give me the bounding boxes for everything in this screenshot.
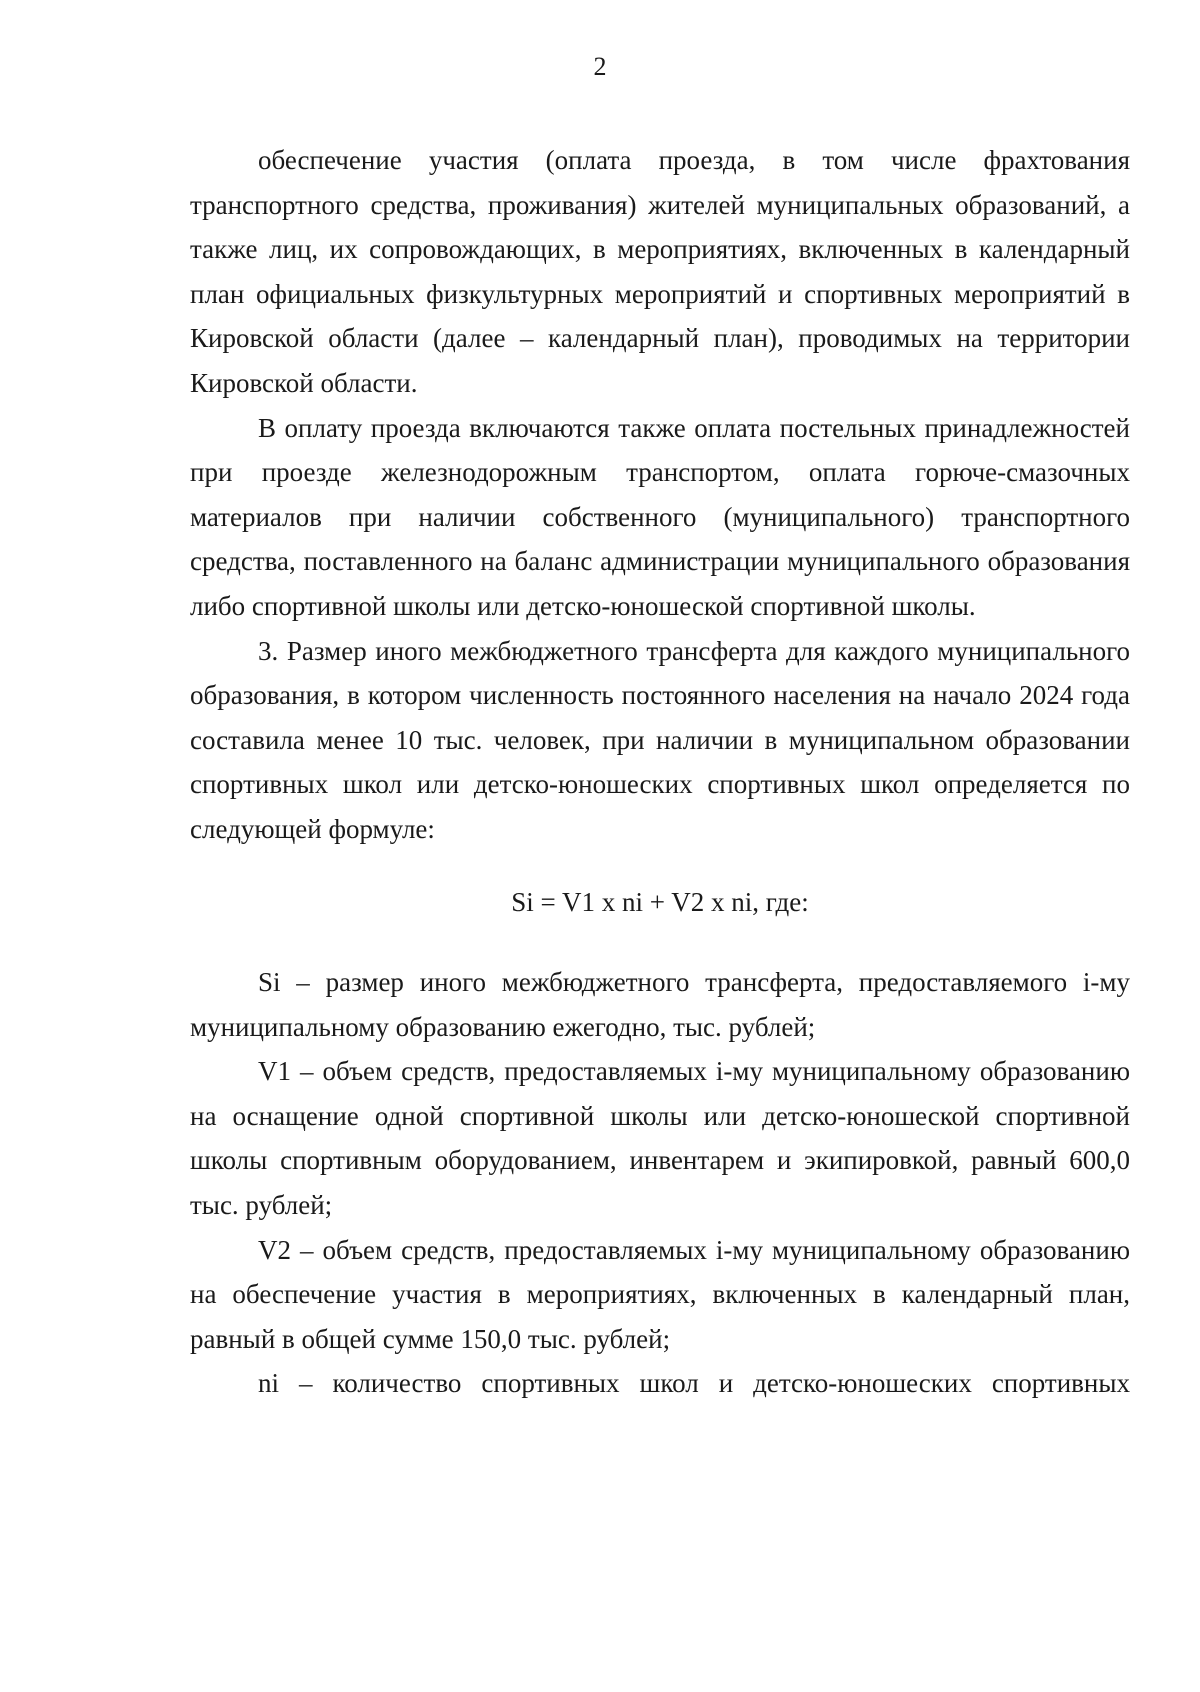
paragraph-participation: обеспечение участия (оплата проезда, в том числе фрахтования транспортного средства, проживания) жителей муниципальных образований, а также лиц, их сопровождающих, в мероприятиях, включенных в календарный план официальных физкультурных мероприятий и спортивных мероприятий в Кировской области (далее – календарный план), проводимых на территории Кировской области. — [190, 145, 1130, 398]
definition-v1: V1 – объем средств, предоставляемых i-му муниципальному образованию на оснащение одной спортивной школы или детско-юношеской спортивной школы спортивным оборудованием, инвентарем и экипировкой, равный 600,0 тыс. рублей; — [190, 1056, 1130, 1221]
page-number: 2 — [593, 52, 607, 81]
paragraph-travel-payment: В оплату проезда включаются также оплата постельных принадлежностей при проезде железнодорожным транспортом, оплата горюче-смазочных материалов при наличии собственного (муниципального) транспортного средства, поставленного на баланс администрации муниципального образования либо спортивной школы или детско-юношеской спортивной школы. — [190, 412, 1130, 621]
definition-ni: ni – количество спортивных школ и детско-юношеских спортивных — [258, 1368, 1130, 1399]
document-body — [190, 138, 1130, 1406]
paragraph-transfer-size: 3. Размер иного межбюджетного трансферта для каждого муниципального образования, в котором численность постоянного населения на начало 2024 года составила менее 10 тыс. человек, при наличии в муниципальном образовании спортивных школ или детско-юношеских спортивных школ определяется по следующей формуле: — [190, 635, 1130, 844]
definition-v2: V2 – объем средств, предоставляемых i-му муниципальному образованию на обеспечение участия в мероприятиях, включенных в календарный план, равный в общей сумме 150,0 тыс. рублей; — [190, 1234, 1130, 1354]
definition-si: Si – размер иного межбюджетного трансферта, предоставляемого i-му муниципальному образованию ежегодно, тыс. рублей; — [190, 967, 1130, 1042]
formula: Si = V1 x ni + V2 x ni, где: — [511, 886, 809, 917]
